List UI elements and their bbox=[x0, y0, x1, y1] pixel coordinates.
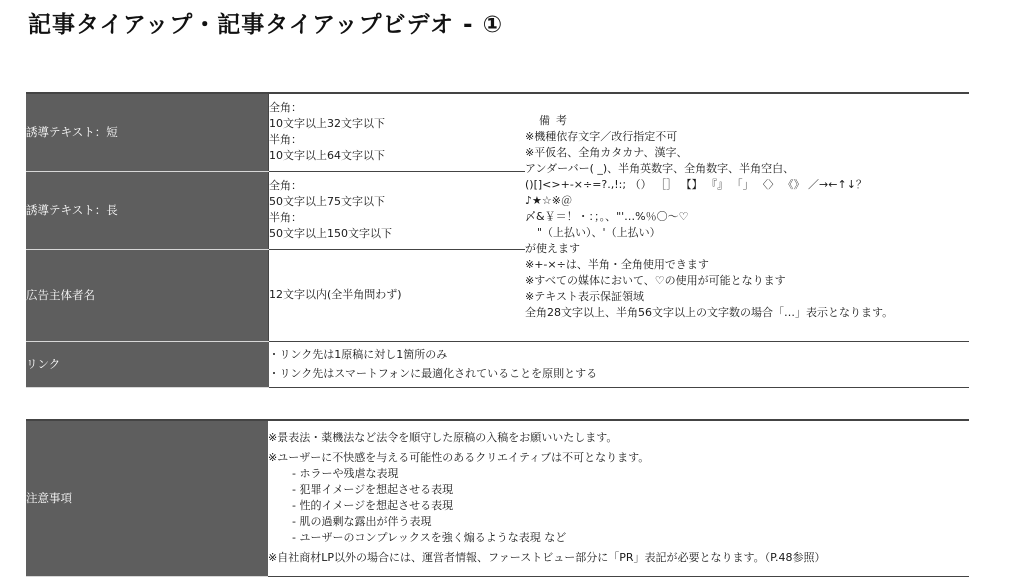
row-label-advertiser: 広告主体者名 bbox=[26, 249, 269, 341]
caution-line: ※自社商材LP以外の場合には、運営者情報、ファーストビュー部分に「PR」表記が必要となります。（P.48参照） bbox=[268, 551, 826, 565]
row-value-long-text bbox=[269, 171, 526, 249]
notes-line: ※+-×÷は、半角・全角使用できます bbox=[525, 258, 709, 272]
caution-item: - 犯罪イメージを想起させる表現 bbox=[292, 483, 454, 497]
notes-line: 全角28文字以上、半角56文字以上の文字数の場合「…」表示となります。 bbox=[525, 306, 894, 320]
row-label-long-text: 誘導テキスト：長 bbox=[26, 171, 269, 249]
notes-line: ※機種依存文字／改行指定不可 bbox=[525, 130, 678, 144]
table-row bbox=[26, 420, 969, 576]
notes-line: ※すべての媒体において、♡の使用が可能となります bbox=[525, 274, 786, 288]
table-row bbox=[26, 341, 969, 387]
row-label-caution: 注意事項 bbox=[26, 420, 268, 576]
row-label-link: リンク bbox=[26, 341, 269, 387]
link-line: ・リンク先はスマートフォンに最適化されていることを原則とする bbox=[268, 367, 598, 380]
caution-item: - 性的イメージを想起させる表現 bbox=[292, 499, 454, 513]
notes-line: "（上払い）、'（上払い） bbox=[537, 226, 661, 240]
spec-line: 半角： bbox=[269, 211, 302, 224]
spec-line: 10文字以上64文字以下 bbox=[269, 149, 385, 163]
link-line: ・リンク先は1原稿に対し1箇所のみ bbox=[268, 348, 448, 361]
caution-item: - ユーザーのコンプレックスを強く煽るような表現 など bbox=[292, 531, 567, 545]
spec-line: 12文字以内(全半角問わず) bbox=[269, 288, 402, 301]
spec-line: 10文字以上32文字以下 bbox=[269, 117, 385, 131]
spec-line: 50文字以上75文字以下 bbox=[269, 195, 385, 208]
notes-line: ()[]<>+-×÷=?.,!:; （） ［］ 【】 『』 「」 〈〉 《》 ／→←↑↓？ bbox=[525, 178, 867, 192]
row-value-link bbox=[269, 341, 970, 387]
notes-line: ♪★☆※＠ bbox=[525, 194, 572, 208]
row-label-short-text: 誘導テキスト：短 bbox=[26, 93, 269, 171]
text-spec-table bbox=[26, 92, 969, 388]
row-value-short-text bbox=[269, 93, 526, 171]
page-title: 記事タイアップ・記事タイアップビデオ - ① bbox=[28, 12, 504, 38]
spec-line: 50文字以上150文字以下 bbox=[269, 227, 392, 240]
notes-cell bbox=[525, 93, 969, 341]
spec-line: 半角： bbox=[269, 133, 302, 147]
notes-line: ※テキスト表示保証領域 bbox=[525, 290, 644, 304]
row-value-caution bbox=[268, 420, 969, 576]
notes-heading: 備考 bbox=[539, 114, 573, 128]
notes-line: 〆&￥＝！・：；。、"'…%％〇～♡ bbox=[525, 210, 689, 224]
table-row bbox=[26, 93, 969, 171]
caution-item: - ホラーや残虐な表現 bbox=[292, 467, 399, 481]
spec-line: 全角： bbox=[269, 101, 302, 115]
caution-line: ※ユーザーに不快感を与える可能性のあるクリエイティブは不可となります。 bbox=[268, 451, 650, 465]
caution-table bbox=[26, 419, 969, 577]
notes-line: ※平仮名、全角カタカナ、漢字、 bbox=[525, 146, 688, 160]
caution-line: ※景表法・薬機法など法令を順守した原稿の入稿をお願いいたします。 bbox=[268, 431, 618, 445]
spec-line: 全角： bbox=[269, 179, 302, 192]
row-value-advertiser bbox=[269, 249, 526, 341]
notes-line: が使えます bbox=[525, 242, 580, 256]
caution-item: - 肌の過剰な露出が伴う表現 bbox=[292, 515, 432, 529]
notes-line: アンダーバー( _)、半角英数字、全角数字、半角空白、 bbox=[525, 162, 795, 176]
